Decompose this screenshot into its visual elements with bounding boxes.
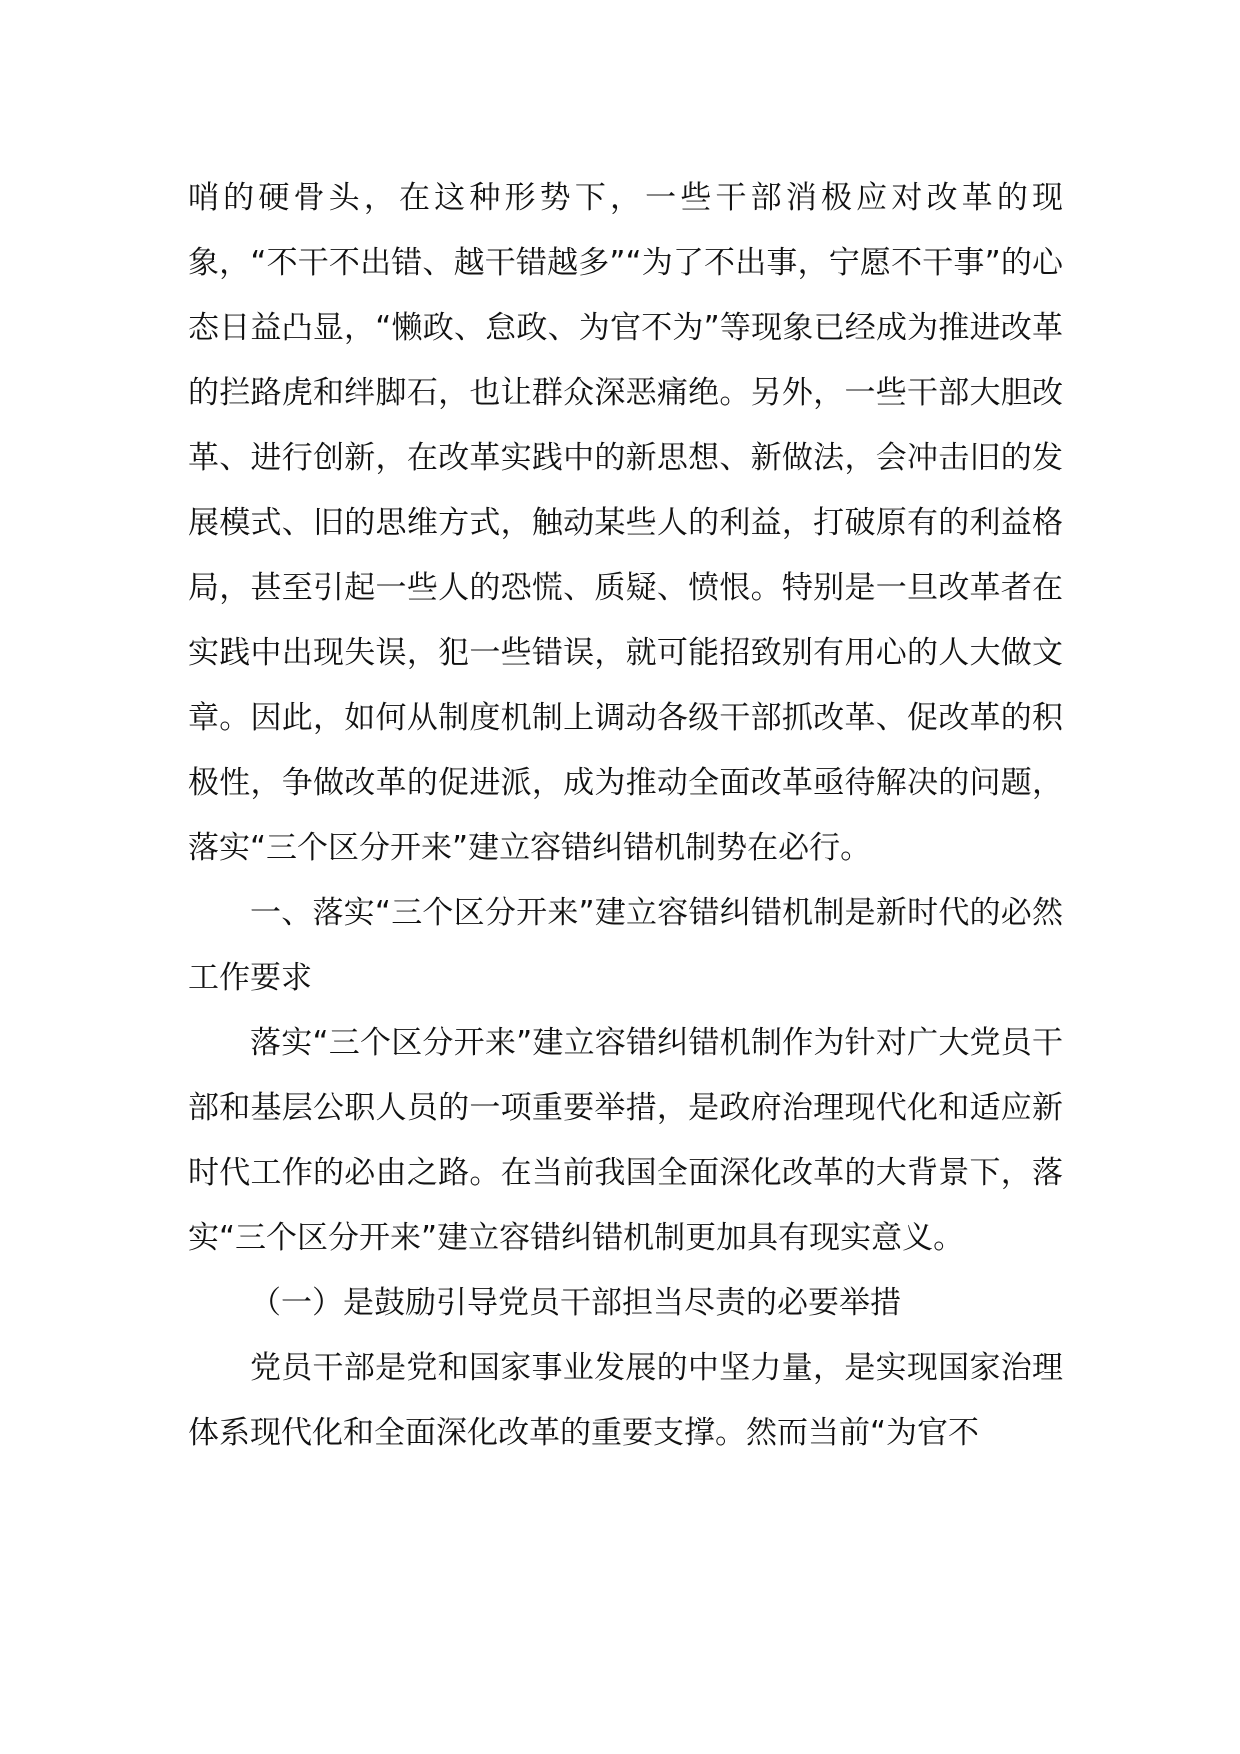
paragraph-2: 落实“三个区分开来”建立容错纠错机制作为针对广大党员干部和基层公职人员的一项重要举措，是政府治理现代化和适应新时代工作的必由之路。在当前我国全面深化改革的大背景下，落实“三个区分开来”建立容错纠错机制更加具有现实意义。 [188, 1025, 1063, 1256]
subsection-heading-1-1: （一）是鼓励引导党员干部担当尽责的必要举措 [250, 1285, 901, 1321]
paragraph-3: 党员干部是党和国家事业发展的中坚力量，是实现国家治理体系现代化和全面深化改革的重要支撑。然而当前“为官不 [188, 1350, 1063, 1451]
paragraph-continued: 哨的硬骨头，在这种形势下，一些干部消极应对改革的现象，“不干不出错、越干错越多”“为了不出事，宁愿不干事”的心态日益凸显，“懒政、怠政、为官不为”等现象已经成为推进改革的拦路虎和绊脚石，也让群众深恶痛绝。另外，一些干部大胆改革、进行创新，在改革实践中的新思想、新做法，会冲击旧的发展模式、旧的思维方式，触动某些人的利益，打破原有的利益格局，甚至引起一些人的恐慌、质疑、愤恨。特别是一旦改革者在实践中出现失误，犯一些错误，就可能招致别有用心的人大做文章。因此，如何从制度机制上调动各级干部抓改革、促改革的积极性，争做改革的促进派，成为推动全面改革亟待解决的问题，落实“三个区分开来”建立容错纠错机制势在必行。 [188, 180, 1063, 866]
section-heading-1: 一、落实“三个区分开来”建立容错纠错机制是新时代的必然工作要求 [188, 895, 1063, 996]
document-page [188, 166, 1063, 1466]
